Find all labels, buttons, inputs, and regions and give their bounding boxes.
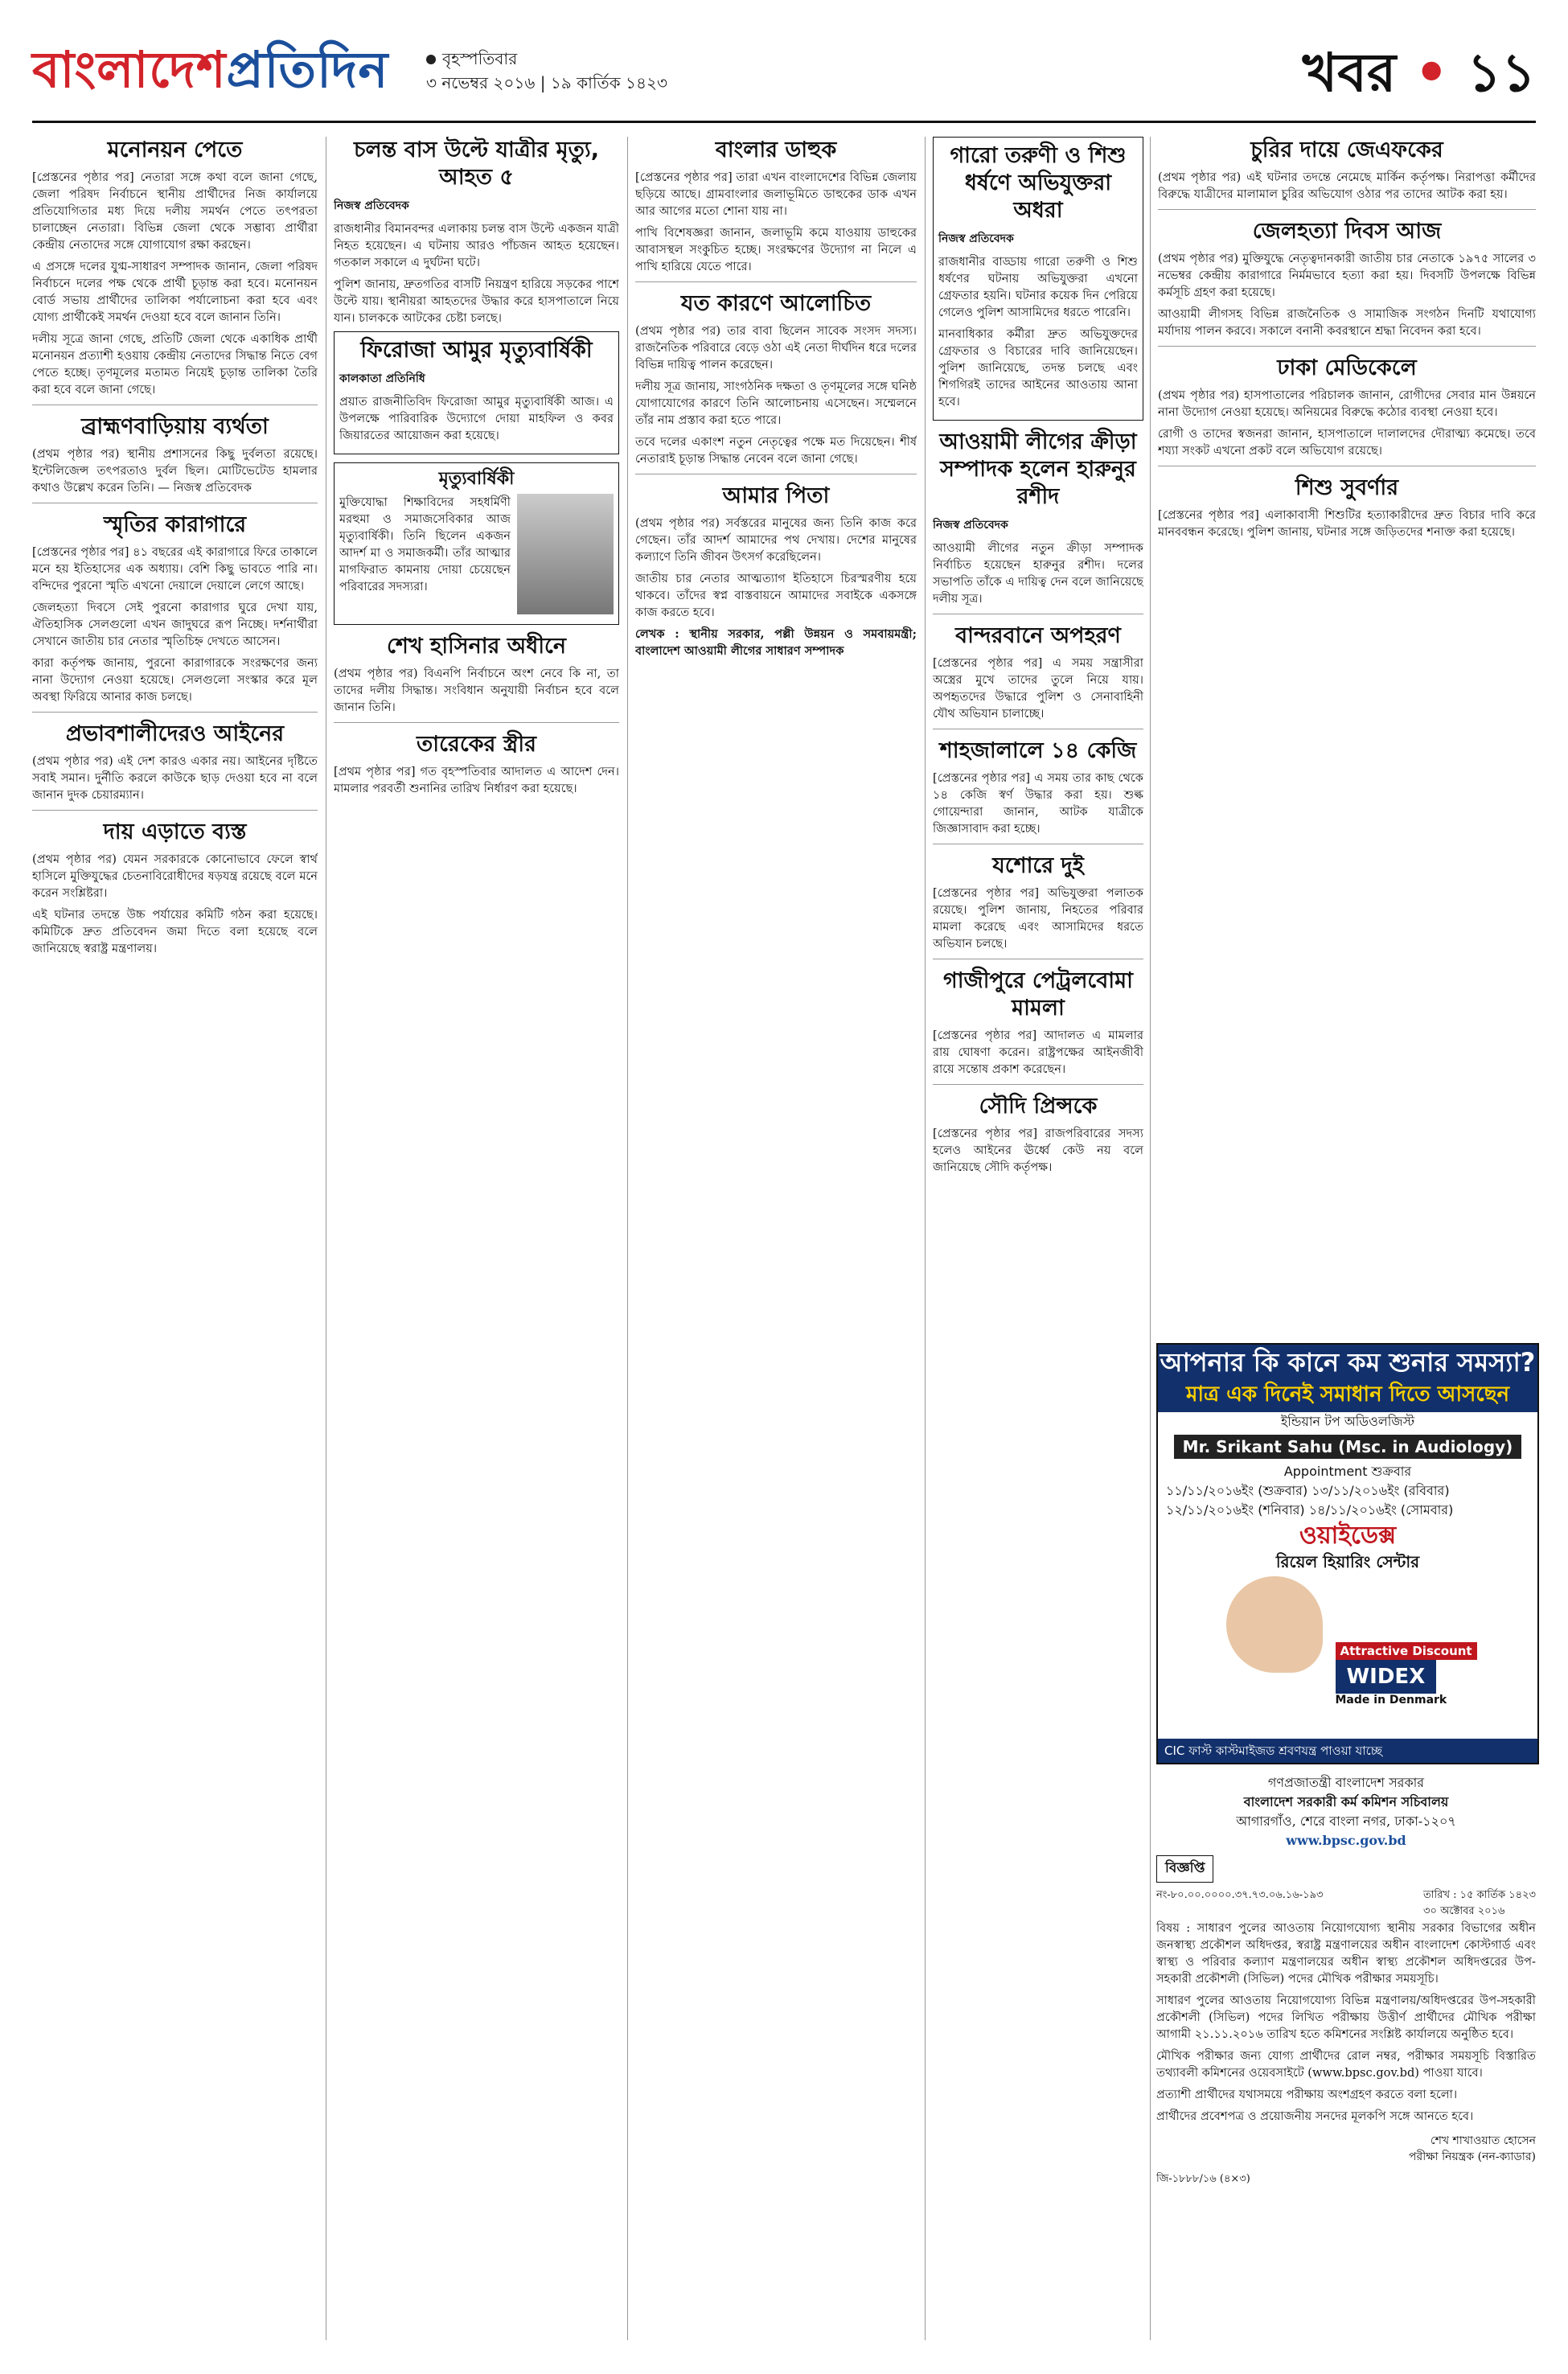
ad-expert-name: Mr. Srikant Sahu (Msc. in Audiology) bbox=[1174, 1435, 1521, 1459]
ad-discount: Attractive Discount bbox=[1336, 1642, 1477, 1660]
column-divider bbox=[627, 137, 628, 2340]
article-body: রাজধানীর বিমানবন্দর এলাকায় চলন্ত বাস উল্টে একজন যাত্রী নিহত হয়েছেন। এ ঘটনায় আরও পাঁচজন আহত হয়েছেন। গতকাল সকালে এ দুর্ঘটনা ঘটে। bbox=[334, 222, 619, 269]
article-headline[interactable]: মৃত্যুবার্ষিকী bbox=[438, 469, 515, 489]
article-headline[interactable]: শাহজালালে ১৪ কেজি bbox=[939, 738, 1137, 763]
article-headline[interactable]: বান্দরবানে অপহরণ bbox=[955, 623, 1121, 648]
article-headline[interactable]: শেখ হাসিনার অধীনে bbox=[386, 634, 567, 659]
article-body: আওয়ামী লীগের নতুন ক্রীড়া সম্পাদক নির্বাচিত হয়েছেন হারুনুর রশীদ। দলের সভাপতি তাঁকে এ দায়িত্ব দেন বলে জানিয়েছে দলীয় সূত্র। bbox=[933, 541, 1143, 606]
column-1 bbox=[32, 137, 318, 2340]
article-body: [প্রেস্তনের পৃষ্ঠার পর] অভিযুক্তরা পলাতক রয়েছে। পুলিশ জানায়, নিহতের পরিবার মামলা করেছে এবং আসামিদের ধরতে অভিযান চলছে। bbox=[933, 886, 1143, 951]
column-2 bbox=[334, 137, 619, 2340]
issue-day: বৃহস্পতিবার bbox=[442, 49, 518, 68]
notice-gov-name: গণপ্রজাতন্ত্রী বাংলাদেশ সরকার bbox=[1267, 1775, 1425, 1790]
column-3 bbox=[635, 137, 917, 2340]
ad-footer: CIC ফাস্ট কাস্টমাইজড শ্রবণযন্ত্র পাওয়া যাচ্ছে bbox=[1158, 1739, 1537, 1763]
article-body: (প্রথম পৃষ্ঠার পর) এই দেশ কারও একার নয়। আইনের দৃষ্টিতে সবাই সমান। দুর্নীতি করলে কাউকে ছাড় দেওয়া হবে না বলে জানান দুদক চেয়ারম্যান। bbox=[32, 754, 318, 802]
article-body: (প্রথম পৃষ্ঠার পর) হাসপাতালের পরিচালক জানান, রোগীদের সেবার মান উন্নয়নে নানা উদ্যোগ নেওয়া হয়েছে। অনিয়মের বিরুদ্ধে কঠোর ব্যবস্থা নেওয়া হবে। bbox=[1158, 388, 1536, 419]
article-body: রোগী ও তাদের স্বজনরা জানান, হাসপাতালে দালালদের দৌরাত্ম্য কমেছে। তবে শয্যা সংকট এখনো প্রকট বলে অভিযোগ রয়েছে। bbox=[1158, 427, 1536, 458]
masthead bbox=[32, 32, 1536, 123]
hearing-aid-advertisement[interactable] bbox=[1156, 1343, 1539, 1764]
issue-date: ৩ নভেম্বর ২০১৬ | ১৯ কার্তিক ১৪২৩ bbox=[426, 73, 667, 92]
article-body: (প্রথম পৃষ্ঠার পর) বিএনপি নির্বাচনে অংশ নেবে কি না, তা তাদের দলীয় সিদ্ধান্ত। সংবিধান অনুযায়ী নির্বাচন হবে বলে জানান তিনি। bbox=[334, 667, 619, 714]
article-body: [প্রথম পৃষ্ঠার পর] গত বৃহস্পতিবার আদালত এ আদেশ দেন। মামলার পরবর্তী শুনানির তারিখ নির্ধারণ করা হয়েছে। bbox=[334, 765, 619, 795]
ad-visual bbox=[1158, 1571, 1537, 1707]
notice-date-alt: ৩০ অক্টোবর ২০১৬ bbox=[1423, 1905, 1505, 1917]
article-body: [প্রেস্তনের পৃষ্ঠার পর] নেতারা সঙ্গে কথা বলে জানা গেছে, জেলা পরিষদ নির্বাচনে স্থানীয় প্রার্থীদের নিজ কার্যালয়ে প্রতিযোগিতার মধ্য দিয়ে দলীয় সমর্থন পেতে তৎপরতা চালাচ্ছেন নেতারা। বিভিন্ন জেলা থেকে সম্ভাব্য প্রার্থীরা কেন্দ্রীয় নেতাদের সঙ্গে যোগাযোগ রক্ষা করছেন। bbox=[32, 170, 318, 252]
article-headline[interactable]: যত কারণে আলোচিত bbox=[680, 291, 872, 316]
ad-center: রিয়েল হিয়ারিং সেন্টার bbox=[1275, 1552, 1420, 1571]
article-body: কারা কর্তৃপক্ষ জানায়, পুরনো কারাগারকে সংরক্ষণের জন্য নানা উদ্যোগ নেওয়া হয়েছে। সেলগুলো সংস্কার করে মূল অবস্থা ফিরিয়ে আনার কাজ চলছে। bbox=[32, 656, 318, 704]
article-body: (প্রথম পৃষ্ঠার পর) যেমন সরকারকে কোনোভাবে ফেলে স্বার্থ হাসিলে মুক্তিযুদ্ধের চেতনাবিরোধীদের ষড়যন্ত্র রয়েছে বলে মনে করেন সংশ্লিষ্টরা। bbox=[32, 852, 318, 900]
article-body: এ প্রসঙ্গে দলের যুগ্ম-সাধারণ সম্পাদক জানান, জেলা পরিষদ নির্বাচনে দলের পক্ষ থেকে প্রার্থী চূড়ান্ত করা হবে। মনোনয়ন বোর্ড সভায় প্রার্থীদের তালিকা পর্যালোচনা করা হবে এবং যোগ্য প্রার্থীকেই সমর্থন দেওয়া হবে বলে জানান তিনি। bbox=[32, 260, 318, 324]
article-body: রাজধানীর বাড্ডায় গারো তরুণী ও শিশু ধর্ষণের ঘটনায় অভিযুক্তরা এখনো গ্রেফতার হয়নি। ঘটনার কয়েক দিন পেরিয়ে গেলেও পুলিশ আসামিদের ধরতে পারেনি। bbox=[938, 255, 1138, 319]
notice-org-name: বাংলাদেশ সরকারী কর্ম কমিশন সচিবালয় bbox=[1243, 1794, 1449, 1809]
article-body: (প্রথম পৃষ্ঠার পর) এই ঘটনার তদন্তে নেমেছে মার্কিন কর্তৃপক্ষ। নিরাপত্তা কর্মীদের বিরুদ্ধে যাত্রীদের মালামাল চুরির অভিযোগ ওঠার পর তাদের আটক করা হয়। bbox=[1158, 170, 1536, 201]
byline: নিজস্ব প্রতিবেদক bbox=[334, 199, 409, 212]
divider bbox=[933, 1084, 1143, 1085]
article-headline[interactable]: ব্রাহ্মণবাড়িয়ায় ব্যর্থতা bbox=[81, 414, 269, 439]
issue-meta bbox=[426, 47, 667, 95]
widex-logo: WIDEX bbox=[1336, 1660, 1437, 1694]
notice-signer-title: পরীক্ষা নিয়ন্ত্রক (নন-ক্যাডার) bbox=[1409, 2150, 1536, 2163]
article-body: [প্রেস্তনের পৃষ্ঠার পর] তারা এখন বাংলাদেশের বিভিন্ন জেলায় ছড়িয়ে আছে। গ্রামবাংলার জলাভূমিতে ডাহুকের ডাক এখন আর আগের মতো শোনা যায় না। bbox=[635, 170, 917, 218]
ad-appointment: Appointment শুক্রবার bbox=[1283, 1464, 1412, 1479]
article-headline[interactable]: যশোরে দুই bbox=[992, 853, 1084, 878]
article-body: (প্রথম পৃষ্ঠার পর) সর্বস্তরের মানুষের জন্য তিনি কাজ করে গেছেন। তাঁর আদর্শ আমাদের পথ দেখায়। দেশের মানুষের কল্যাণে তিনি জীবন উৎসর্গ করেছিলেন। bbox=[635, 516, 917, 564]
ad-headline: আপনার কি কানে কম শুনার সমস্যা? bbox=[1158, 1345, 1537, 1380]
divider bbox=[1158, 209, 1536, 210]
article-headline[interactable]: আমার পিতা bbox=[722, 483, 830, 508]
article-headline[interactable]: শিশু সুবর্ণার bbox=[1295, 475, 1399, 500]
article-body: পাখি বিশেষজ্ঞরা জানান, জলাভূমি কমে যাওয়ায় ডাহুকের আবাসস্থল সংকুচিত হচ্ছে। সংরক্ষণের উদ্যোগ না নিলে এ পাখি হারিয়ে যেতে পারে। bbox=[635, 226, 917, 273]
notice-address: আগারগাঁও, শেরে বাংলা নগর, ঢাকা-১২০৭ bbox=[1236, 1813, 1456, 1829]
column-divider bbox=[925, 137, 926, 2340]
article-headline[interactable]: গারো তরুণী ও শিশু ধর্ষণে অভিযুক্তরা অধরা bbox=[950, 143, 1127, 223]
newspaper-logo[interactable] bbox=[32, 32, 388, 115]
divider bbox=[334, 722, 619, 723]
article-headline[interactable]: চলন্ত বাস উল্টে যাত্রীর মৃত্যু, আহত ৫ bbox=[353, 138, 599, 190]
portrait-photo bbox=[517, 494, 614, 614]
notice-header bbox=[1156, 1773, 1536, 1850]
article-body: [প্রেস্তনের পৃষ্ঠার পর] এ সময় সন্ত্রাসীরা অস্ত্রের মুখে তাদের তুলে নিয়ে যায়। অপহৃতদের উদ্ধারে পুলিশ ও সেনাবাহিনী যৌথ অভিযান চালাচ্ছে। bbox=[933, 656, 1143, 721]
ad-subheadline: মাত্র এক দিনেই সমাধান দিতে আসছেন bbox=[1158, 1380, 1537, 1412]
column-divider bbox=[1150, 137, 1151, 2340]
article-headline[interactable]: ঢাকা মেডিকেলে bbox=[1277, 355, 1417, 380]
notice-body: সাধারণ পুলের আওতায় নিয়োগযোগ্য বিভিন্ন মন্ত্রণালয়/অধিদপ্তরের উপ-সহকারী প্রকৌশলী (সিভিল) পদের লিখিত পরীক্ষায় উত্তীর্ণ প্রার্থীদের মৌখিক পরীক্ষা আগামী ২১.১১.২০১৬ তারিখ হতে কমিশনের সংশ্লিষ্ট কার্যালয়ে অনুষ্ঠিত হবে। bbox=[1156, 1994, 1536, 2041]
divider bbox=[635, 281, 917, 282]
divider bbox=[32, 810, 318, 811]
notice-body: বিষয় : সাধারণ পুলের আওতায় নিয়োগযোগ্য স্থানীয় সরকার বিভাগের অধীন জনস্বাস্থ্য প্রকৌশল অধিদপ্তর, স্বরাষ্ট্র মন্ত্রণালয়ের অধীন বাংলাদেশ কোস্টগার্ড এবং স্বাস্থ্য ও পরিবার কল্যাণ মন্ত্রণালয়ের অধীন স্বাস্থ্য প্রকৌশল অধিদপ্তরের উপ-সহকারী প্রকৌশলী (সিভিল) পদের মৌখিক পরীক্ষার সময়সূচি। bbox=[1156, 1921, 1536, 1986]
article-body: আওয়ামী লীগসহ বিভিন্ন রাজনৈতিক ও সামাজিক সংগঠন দিনটি যথাযোগ্য মর্যাদায় পালন করবে। সকালে বনানী কবরস্থানে শ্রদ্ধা নিবেদন করা হবে। bbox=[1158, 307, 1536, 338]
author-note: লেখক : স্থানীয় সরকার, পল্লী উন্নয়ন ও সমবায়মন্ত্রী; বাংলাদেশ আওয়ামী লীগের সাধারণ সম্পাদক bbox=[635, 627, 917, 658]
article-body: জেলহত্যা দিবসে সেই পুরনো কারাগার ঘুরে দেখা যায়, ঐতিহাসিক সেলগুলো এখন জাদুঘরে রূপ নিচ্ছে। দর্শনার্থীরা সেখানে জাতীয় চার নেতার স্মৃতিচিহ্ন দেখতে আসেন। bbox=[32, 601, 318, 648]
divider bbox=[32, 712, 318, 713]
notice-code: জি-১৮৮৮/১৬ (৪×৩) bbox=[1156, 2173, 1250, 2185]
article-headline[interactable]: বাংলার ডাহুক bbox=[715, 138, 837, 162]
notice-ref-no: নং-৮০.০০.০০০০.৩৭.৭৩.০৬.১৬-১৯৩ bbox=[1156, 1889, 1324, 1901]
article-body: মুক্তিযোদ্ধা শিক্ষাবিদের সহধর্মিণী মরহুমা ও সমাজসেবিকার আজ মৃত্যুবার্ষিকী। তিনি ছিলেন একজন আদর্শ মা ও সমাজকর্মী। তাঁর আত্মার মাগফিরাত কামনায় দোয়া চেয়েছেন পরিবারের সদস্যরা। bbox=[339, 495, 511, 594]
section-label bbox=[1303, 32, 1536, 121]
article-headline[interactable]: প্রভাবশালীদেরও আইনের bbox=[65, 721, 285, 746]
byline: কালকাতা প্রতিনিধি bbox=[339, 372, 425, 385]
notice-date-label: তারিখ : bbox=[1423, 1889, 1457, 1901]
article-headline[interactable]: আওয়ামী লীগের ক্রীড়া সম্পাদক হলেন হারুনুর রশীদ bbox=[939, 429, 1137, 509]
article-headline[interactable]: দায় এড়াতে ব্যস্ত bbox=[103, 819, 247, 844]
ear-icon bbox=[1226, 1576, 1323, 1673]
byline: নিজস্ব প্রতিবেদক bbox=[938, 232, 1014, 245]
article-body: [প্রেস্তনের পৃষ্ঠার পর] এলাকাবাসী শিশুটির হত্যাকারীদের দ্রুত বিচার দাবি করে মানববন্ধন করেছে। পুলিশ জানায়, ঘটনার সঙ্গে জড়িতদের শনাক্ত করা হয়েছে। bbox=[1158, 508, 1536, 539]
article-body: [প্রেস্তনের পৃষ্ঠার পর] রাজপরিবারের সদস্য হলেও আইনের ঊর্ধ্বে কেউ নয় বলে জানিয়েছে সৌদি কর্তৃপক্ষ। bbox=[933, 1127, 1143, 1174]
memorial-box bbox=[334, 462, 619, 625]
article-body: প্রয়াত রাজনীতিবিদ ফিরোজা আমুর মৃত্যুবার্ষিকী আজ। এ উপলক্ষে পারিবারিক উদ্যোগে দোয়া মাহফিল ও কবর জিয়ারতের আয়োজন করা হয়েছে। bbox=[339, 395, 614, 442]
byline: নিজস্ব প্রতিবেদক bbox=[933, 519, 1008, 532]
article-headline[interactable]: ফিরোজা আমুর মৃত্যুবার্ষিকী bbox=[360, 338, 593, 363]
article-body: [প্রেস্তনের পৃষ্ঠার পর] এ সময় তার কাছ থেকে ১৪ কেজি স্বর্ণ উদ্ধার করা হয়। শুল্ক গোয়েন্দারা জানান, আটক যাত্রীকে জিজ্ঞাসাবাদ করা হচ্ছে। bbox=[933, 771, 1143, 836]
column-5 bbox=[1158, 137, 1536, 1335]
obituary-box bbox=[334, 331, 619, 454]
section-name: খবর bbox=[1302, 42, 1397, 104]
article-body: [প্রেস্তনের পৃষ্ঠার পর] ৪১ বছরের এই কারাগারে ফিরে তাকালে মনে হয় ইতিহাসের এক অধ্যায়। বেশি কিছু ভাবতে পারি না। বন্দিদের পুরনো স্মৃতি এখনো দেয়ালে দেয়ালে লেগে আছে। bbox=[32, 545, 318, 593]
ad-dates: ১১/১১/২০১৬ইং (শুক্রবার) ১৩/১১/২০১৬ইং (রবিবার) bbox=[1166, 1483, 1450, 1498]
article-body: তবে দলের একাংশ নতুন নেতৃত্বের পক্ষে মত দিয়েছেন। শীর্ষ নেতারাই চূড়ান্ত সিদ্ধান্ত নেবেন বলে জানা গেছে। bbox=[635, 435, 917, 466]
article-body: [প্রেস্তনের পৃষ্ঠার পর] আদালত এ মামলার রায় ঘোষণা করেন। রাষ্ট্রপক্ষের আইনজীবী রায়ে সন্তোষ প্রকাশ করেছেন। bbox=[933, 1029, 1143, 1076]
article-body: (প্রথম পৃষ্ঠার পর) স্থানীয় প্রশাসনের কিছু দুর্বলতা রয়েছে। ইন্টেলিজেন্স তৎপরতাও দুর্বল ছিল। মোটিভেটেড হামলার কথাও উল্লেখ করেন তিনি। — নিজস্ব প্রতিবেদক bbox=[32, 447, 318, 495]
article-headline[interactable]: গাজীপুরে পেট্রলবোমা মামলা bbox=[943, 968, 1133, 1021]
government-notice bbox=[1156, 1773, 1536, 2340]
article-body: মানবাধিকার কর্মীরা দ্রুত অভিযুক্তদের গ্রেফতার ও বিচারের দাবি জানিয়েছেন। পুলিশ জানিয়েছে, তদন্ত চলছে এবং শিগগিরই তাদের আইনের আওতায় আনা হবে। bbox=[938, 327, 1138, 409]
logo-part-2: প্রতিদিন bbox=[226, 40, 389, 99]
article-body: দলীয় সূত্র জানায়, সাংগঠনিক দক্ষতা ও তৃণমূলের সঙ্গে ঘনিষ্ঠ যোগাযোগের কারণে তিনি আলোচনায় এসেছেন। সম্মেলনে তাঁর নাম প্রস্তাব করা হতে পারে। bbox=[635, 380, 917, 427]
article-headline[interactable]: জেলহত্যা দিবস আজ bbox=[1252, 219, 1442, 244]
column-4 bbox=[933, 137, 1143, 2340]
ad-expert-line: ইন্ডিয়ান টপ অডিওলজিস্ট bbox=[1280, 1414, 1415, 1429]
ad-made-in: Made in Denmark bbox=[1335, 1693, 1447, 1707]
article-body: এই ঘটনার তদন্তে উচ্চ পর্যায়ের কমিটি গঠন করা হয়েছে। কমিটিকে দ্রুত প্রতিবেদন জমা দিতে বলা হয়েছে বলে জানিয়েছে স্বরাষ্ট্র মন্ত্রণালয়। bbox=[32, 908, 318, 955]
article-headline[interactable]: তারেকের স্ত্রীর bbox=[417, 732, 536, 757]
article-headline[interactable]: মনোনয়ন পেতে bbox=[107, 138, 243, 162]
notice-body: মৌখিক পরীক্ষার জন্য যোগ্য প্রার্থীদের রোল নম্বর, পরীক্ষার সময়সূচি বিস্তারিত তথ্যাবলী কমিশনের ওয়েবসাইটে (www.bpsc.gov.bd) পাওয়া যাবে। bbox=[1156, 2049, 1536, 2080]
notice-reference bbox=[1156, 1887, 1536, 1920]
notice-note: প্রত্যাশী প্রার্থীদের যথাসময়ে পরীক্ষায় অংশগ্রহণ করতে বলা হলো। bbox=[1156, 2088, 1458, 2101]
notice-website-link[interactable]: www.bpsc.gov.bd bbox=[1286, 1833, 1406, 1848]
notice-signer: শেখ শাখাওয়াত হোসেন bbox=[1430, 2134, 1536, 2147]
notice-signature bbox=[1156, 2133, 1536, 2165]
divider bbox=[1158, 346, 1536, 347]
logo-part-1: বাংলাদেশ bbox=[32, 40, 227, 99]
notice-date: ১৫ কার্তিক ১৪২৩ bbox=[1459, 1889, 1536, 1901]
article-body: (প্রথম পৃষ্ঠার পর) তার বাবা ছিলেন সাবেক সংসদ সদস্য। রাজনৈতিক পরিবারে বেড়ে ওঠা এই নেতা দীর্ঘদিন ধরে দলের বিভিন্ন দায়িত্ব পালন করেছেন। bbox=[635, 324, 917, 372]
bullet-icon bbox=[426, 55, 436, 64]
article-body: দলীয় সূত্রে জানা গেছে, প্রতিটি জেলা থেকে একাধিক প্রার্থী মনোনয়ন প্রত্যাশী হওয়ায় কেন্দ্রীয় নেতাদের সিদ্ধান্ত নিতে বেগ পেতে হচ্ছে। তৃণমূলের মতামত নিয়েই চূড়ান্ত তালিকা তৈরি করা হবে বলে জানা গেছে। bbox=[32, 332, 318, 396]
page-number: ১১ bbox=[1467, 42, 1536, 104]
ad-dates: ১২/১১/২০১৬ইং (শনিবার) ১৪/১১/২০১৬ইং (সোমবার) bbox=[1166, 1502, 1454, 1518]
article-headline[interactable]: স্মৃতির কারাগারে bbox=[103, 512, 247, 537]
article-body: পুলিশ জানায়, দ্রুতগতির বাসটি নিয়ন্ত্রণ হারিয়ে সড়কের পাশে উল্টে যায়। স্থানীয়রা আহতদের উদ্ধার করে হাসপাতালে নিয়ে যান। চালককে আটকের চেষ্টা চলছে। bbox=[334, 277, 619, 325]
article-body: (প্রথম পৃষ্ঠার পর) মুক্তিযুদ্ধে নেতৃত্বদানকারী জাতীয় চার নেতাকে ১৯৭৫ সালের ৩ নভেম্বর কেন্দ্রীয় কারাগারে নির্মমভাবে হত্যা করা হয়। দিবসটি উপলক্ষে বিভিন্ন কর্মসূচি গ্রহণ করা হয়েছে। bbox=[1158, 252, 1536, 299]
ad-brand: ওয়াইডেক্স bbox=[1299, 1522, 1397, 1550]
separator-dot-icon: • bbox=[1414, 42, 1449, 104]
boxed-article bbox=[933, 137, 1143, 421]
notice-tag: বিজ্ঞপ্তি bbox=[1156, 1855, 1213, 1883]
article-body: জাতীয় চার নেতার আত্মত্যাগ ইতিহাসে চিরস্মরণীয় হয়ে থাকবে। তাঁদের স্বপ্ন বাস্তবায়নে আমাদের সবাইকে একসঙ্গে কাজ করতে হবে। bbox=[635, 572, 917, 619]
article-headline[interactable]: চুরির দায়ে জেএফকের bbox=[1250, 138, 1443, 162]
notice-note: প্রার্থীদের প্রবেশপত্র ও প্রয়োজনীয় সনদের মূলকপি সঙ্গে আনতে হবে। bbox=[1156, 2109, 1474, 2123]
article-headline[interactable]: সৌদি প্রিন্সকে bbox=[979, 1094, 1098, 1119]
